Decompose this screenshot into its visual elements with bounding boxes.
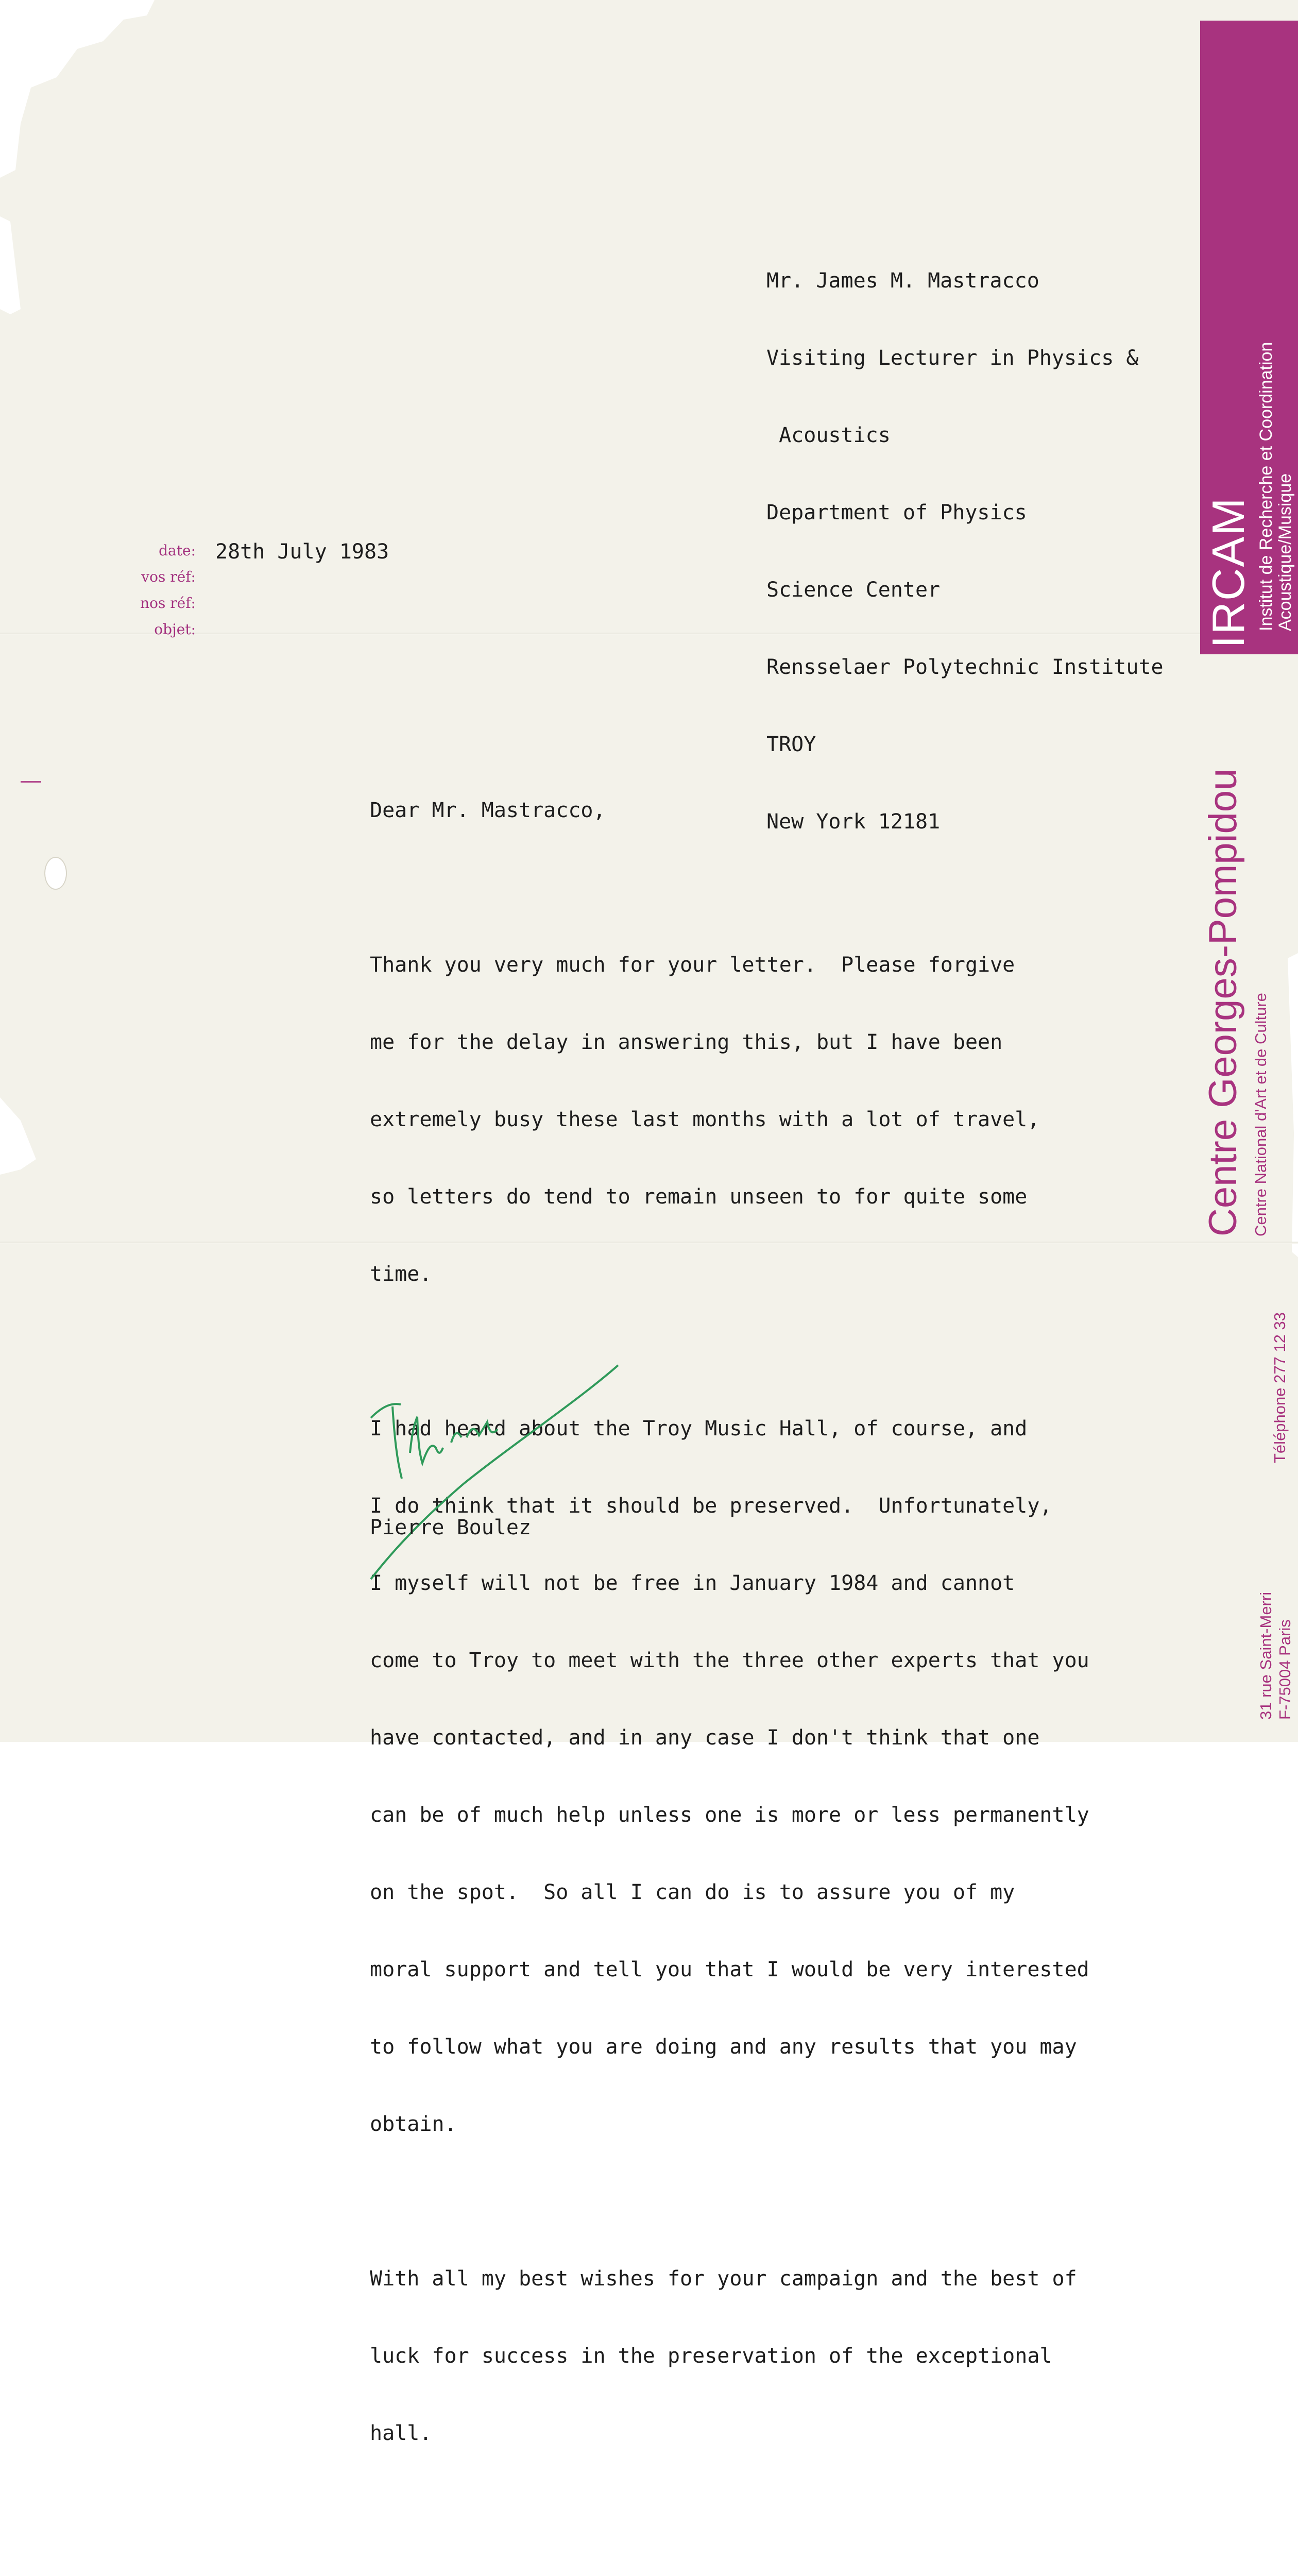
- address-line: Rensselaer Polytechnic Institute: [766, 655, 1164, 679]
- body-line: hall.: [370, 2421, 432, 2445]
- nos-ref-label: nos réf:: [140, 595, 196, 612]
- address-line: Acoustics: [766, 423, 891, 447]
- body-line: luck for success in the preservation of the exceptional: [370, 2344, 1052, 2368]
- ircam-subtitle: Institut de Recherche et Coordination: [1256, 342, 1276, 631]
- ircam-subtitle: Acoustique/Musique: [1275, 473, 1295, 631]
- body-line: can be of much help unless one is more or less permanently: [370, 1803, 1089, 1827]
- body-line: have contacted, and in any case I don't think that one: [370, 1726, 1040, 1750]
- body-line: so letters do tend to remain unseen to for quite some: [370, 1185, 1028, 1209]
- fold-mark: [21, 781, 41, 783]
- body-line: come to Troy to meet with the three other experts that you: [370, 1649, 1089, 1672]
- address-line: Mr. James M. Mastracco: [766, 269, 1039, 293]
- body-line: me for the delay in answering this, but I have been: [370, 1030, 1003, 1054]
- torn-corner-top-left: [0, 0, 155, 178]
- torn-notch-right: [1288, 953, 1298, 1257]
- signer-name: Pierre Boulez: [370, 1516, 532, 1539]
- telephone: Téléphone 277 12 33: [1271, 1312, 1289, 1463]
- body-line: I do think that it should be preserved. Unfortunately,: [370, 1494, 1052, 1518]
- torn-notch-top-left: [0, 216, 21, 314]
- body-line: extremely busy these last months with a lot of travel,: [370, 1108, 1040, 1131]
- date-value: 28th July 1983: [215, 540, 389, 564]
- city-address: F-75004 Paris: [1276, 1619, 1294, 1720]
- objet-label: objet:: [154, 621, 196, 638]
- address-line: Department of Physics: [766, 501, 1027, 524]
- handwritten-signature: [361, 1360, 649, 1587]
- body-line: With all my best wishes for your campaign and the best of: [370, 2267, 1077, 2291]
- body-line: time.: [370, 1262, 432, 1286]
- punch-hole: [44, 857, 67, 890]
- street-address: 31 rue Saint-Merri: [1257, 1591, 1275, 1720]
- body-line: obtain.: [370, 2112, 457, 2136]
- body-line: to follow what you are doing and any results that you may: [370, 2035, 1077, 2059]
- centre-pompidou-title: Centre Georges-Pompidou: [1201, 768, 1245, 1236]
- address-line: TROY: [766, 733, 816, 756]
- body-line: I had heard about the Troy Music Hall, of course, and: [370, 1417, 1028, 1440]
- centre-pompidou-subtitle: Centre National d'Art et de Culture: [1252, 993, 1270, 1236]
- body-line: moral support and tell you that I would be very interested: [370, 1958, 1089, 1981]
- ircam-logo: IRCAM: [1203, 497, 1254, 648]
- letter-body: [370, 746, 1089, 2576]
- torn-notch-left: [0, 1097, 36, 1175]
- salutation: Dear Mr. Mastracco,: [370, 799, 606, 822]
- address-line: New York 12181: [766, 810, 941, 834]
- body-line: I myself will not be free in January 1984 and cannot: [370, 1571, 1015, 1595]
- body-line: Thank you very much for your letter. Please forgive: [370, 953, 1015, 977]
- body-line: on the spot. So all I can do is to assure you of my: [370, 1880, 1015, 1904]
- address-line: Visiting Lecturer in Physics &: [766, 346, 1139, 370]
- vos-ref-label: vos réf:: [141, 568, 196, 585]
- closing: [370, 2575, 1089, 2576]
- address-line: Science Center: [766, 578, 941, 602]
- date-label: date:: [159, 542, 196, 559]
